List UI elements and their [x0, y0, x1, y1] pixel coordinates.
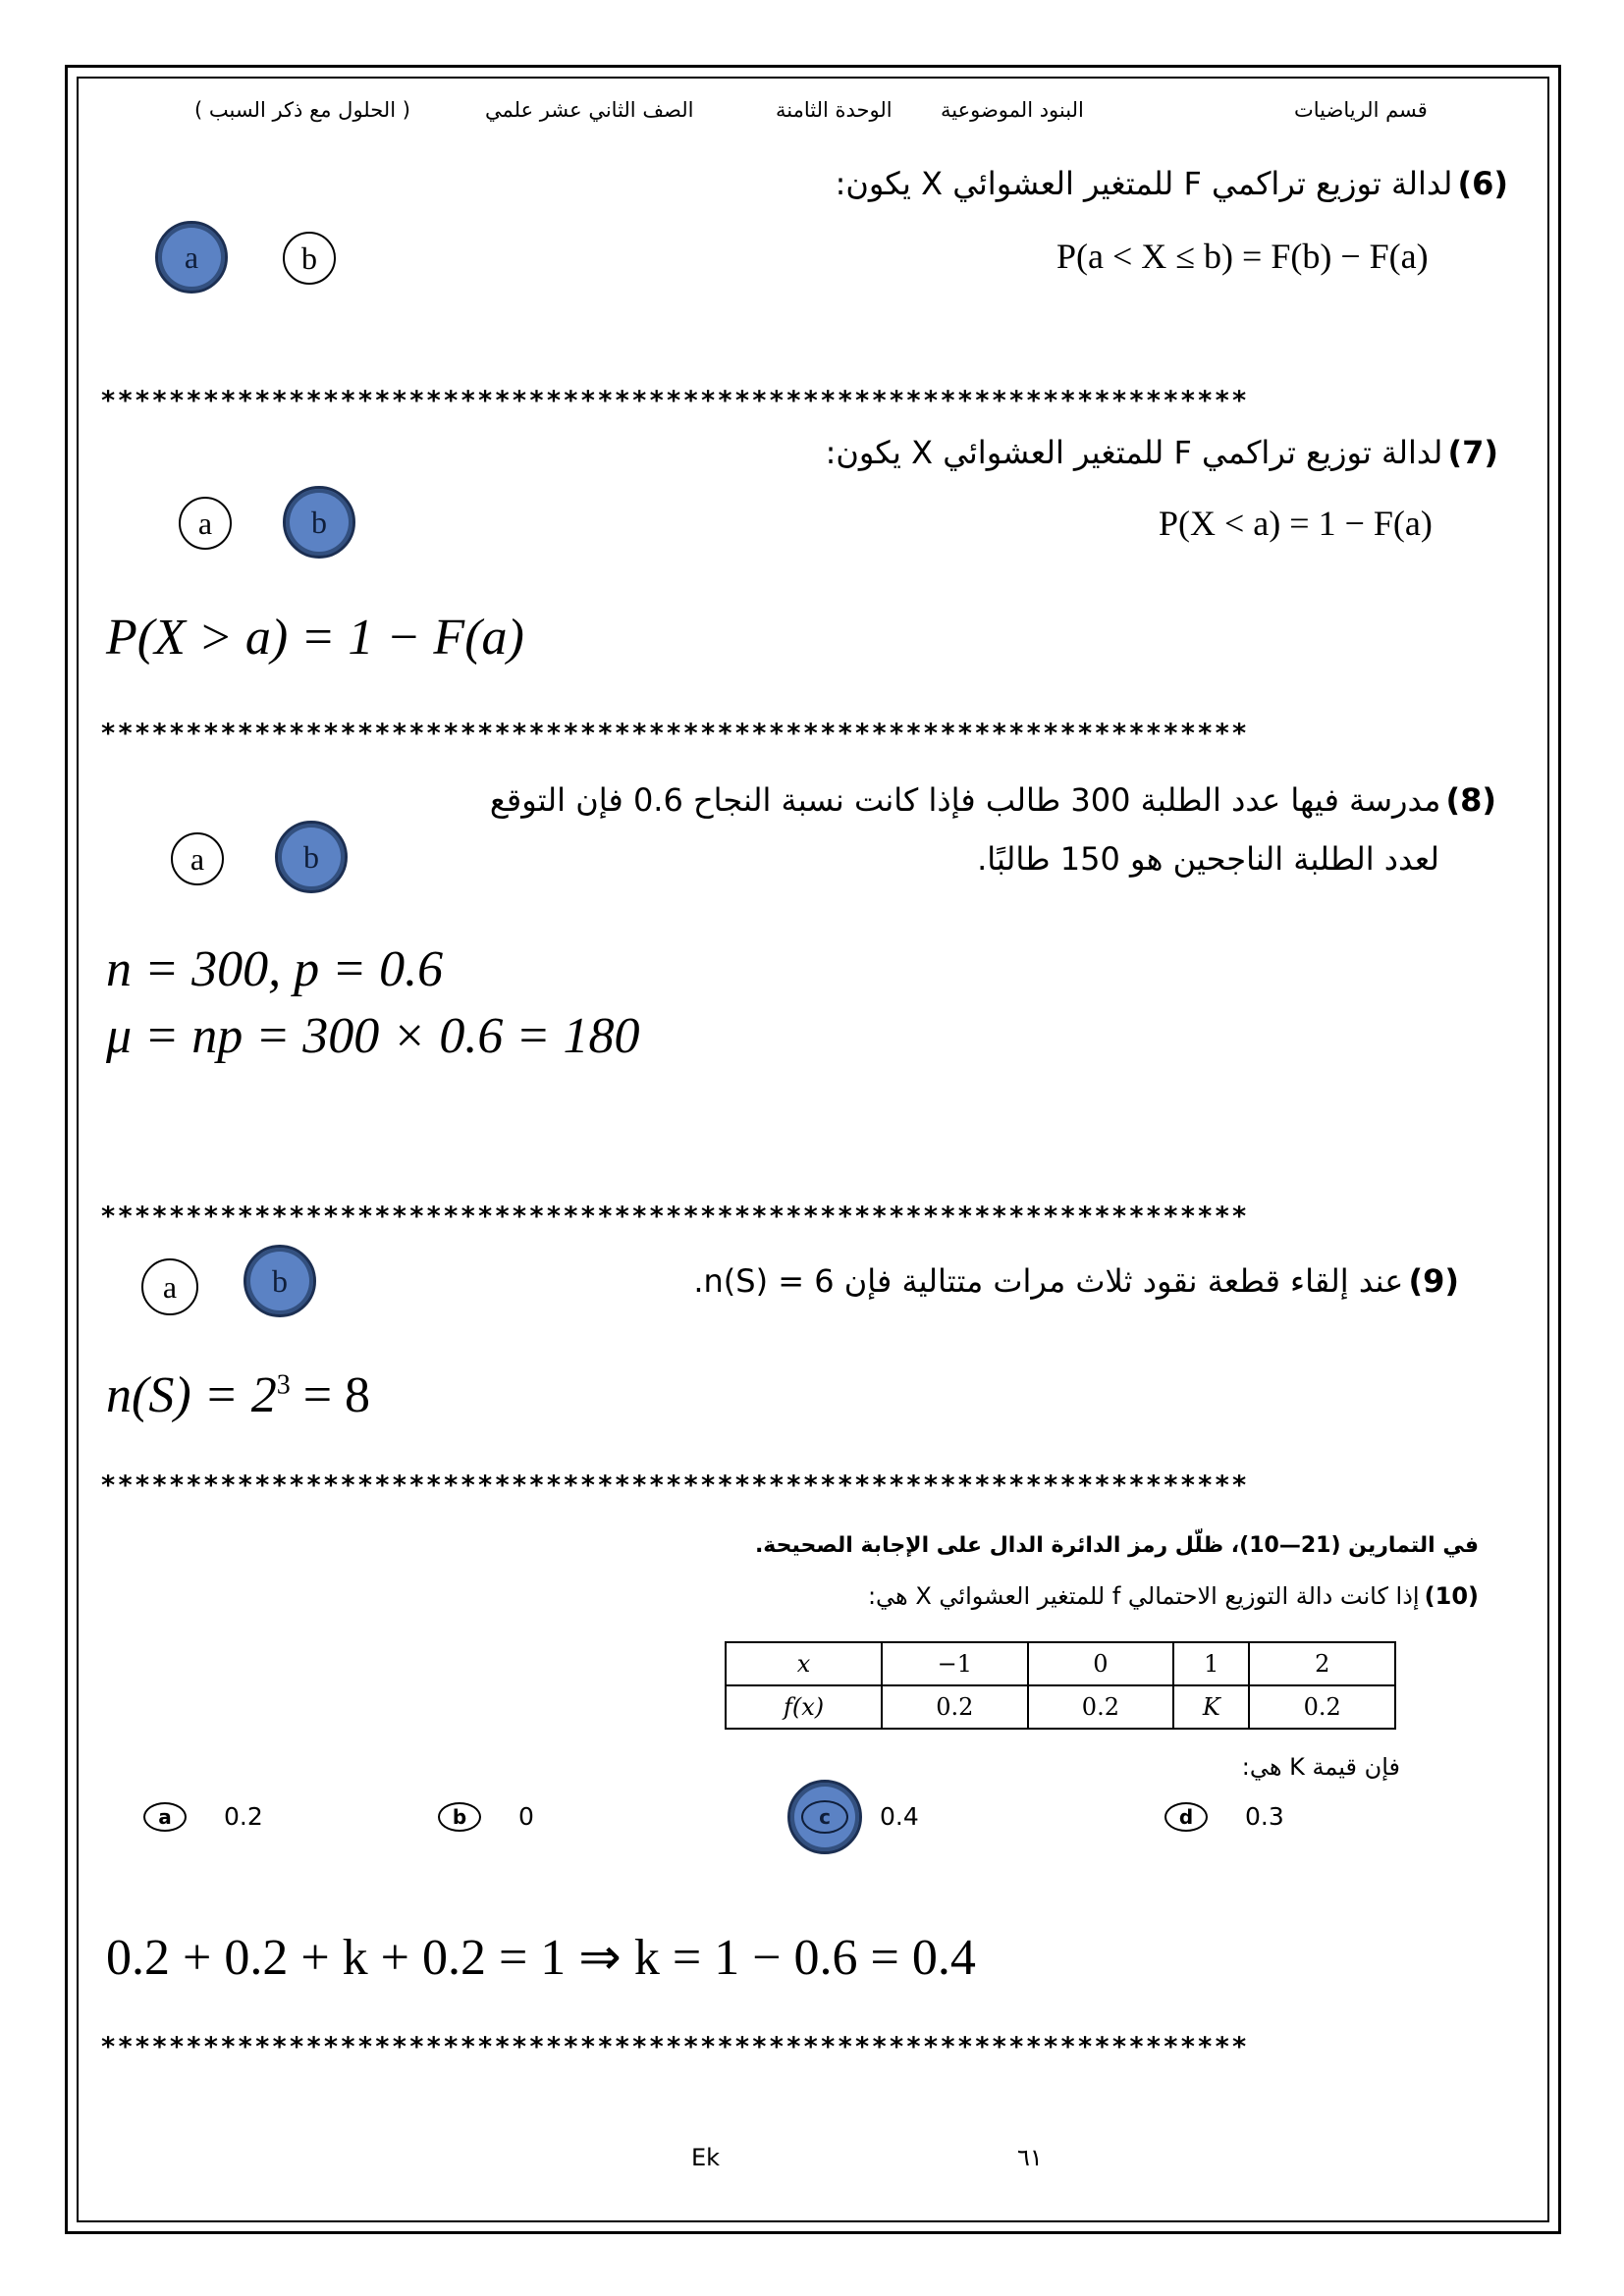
q8-option-a[interactable]: a [171, 832, 224, 885]
q6-option-a[interactable]: a [155, 221, 228, 294]
table-cell: 1 [1173, 1642, 1249, 1685]
header-items-type: البنود الموضوعية [941, 98, 1084, 122]
q9-question [693, 1262, 1459, 1300]
q7-question [826, 434, 1498, 471]
separator: ******************************************************************* [100, 1201, 1249, 1232]
q8-question [490, 781, 1496, 819]
table-cell: 2 [1249, 1642, 1395, 1685]
table-row [726, 1642, 1395, 1685]
footer-author: Ek [691, 2144, 721, 2171]
q7-text: لدالة توزيع تراكمي F للمتغير العشوائي X يكون: [825, 434, 1443, 471]
q8-number: (8) [1445, 781, 1496, 819]
q9-text: عند إلقاء قطعة نقود ثلاث مرات متتالية فإن 6 = n(S). [693, 1262, 1404, 1300]
q10-number: (10) [1424, 1582, 1479, 1610]
q7-formula: P(X < a) = 1 − F(a) [1159, 504, 1433, 543]
table-cell: 0 [1028, 1642, 1174, 1685]
table-cell: K [1173, 1685, 1249, 1729]
table-cell: 0.2 [1249, 1685, 1395, 1729]
q9-option-b[interactable]: b [244, 1245, 316, 1317]
q8-option-b[interactable]: b [275, 821, 348, 893]
header-grade: الصف الثاني عشر علمي [485, 98, 694, 122]
footer-page-number: ٦١ [1017, 2144, 1043, 2171]
q8-work-line1: n = 300, p = 0.6 [106, 941, 444, 997]
table-cell: 0.2 [1028, 1685, 1174, 1729]
q7-number: (7) [1447, 434, 1498, 471]
q10-work: 0.2 + 0.2 + k + 0.2 = 1 ⇒ k = 1 − 0.6 = 0.4 [106, 1930, 976, 1986]
q7-option-b[interactable]: b [283, 486, 355, 559]
q10-option-b-value: 0 [518, 1802, 534, 1831]
q6-question [836, 165, 1508, 202]
q8-text-line2: لعدد الطلبة الناجحين هو 150 طالبًا. [977, 840, 1439, 878]
q10-option-d-value: 0.3 [1245, 1802, 1284, 1831]
table-row [726, 1685, 1395, 1729]
q9-option-a[interactable]: a [141, 1258, 198, 1315]
q8-work-line2: μ = np = 300 × 0.6 = 180 [106, 1008, 640, 1064]
q6-text: لدالة توزيع تراكمي F للمتغير العشوائي X يكون: [835, 165, 1453, 202]
q6-formula: P(a < X ≤ b) = F(b) − F(a) [1056, 237, 1429, 276]
table-cell: x [726, 1642, 882, 1685]
table-cell: 0.2 [882, 1685, 1028, 1729]
header-unit: الوحدة الثامنة [776, 98, 893, 122]
q10-text: إذا كانت دالة التوزيع الاحتمالي f للمتغير العشوائي X هي: [867, 1582, 1420, 1610]
table-cell: −1 [882, 1642, 1028, 1685]
table-cell: f(x) [726, 1685, 882, 1729]
q8-text-line1: مدرسة فيها عدد الطلبة 300 طالب فإذا كانت نسبة النجاح 0.6 فإن التوقع [489, 781, 1441, 819]
distribution-table [725, 1641, 1396, 1730]
instructions: في التمارين (21—10)، ظلّل رمز الدائرة الدال على الإجابة الصحيحة. [754, 1533, 1479, 1558]
separator: ******************************************************************* [100, 719, 1249, 749]
q10-option-c-value: 0.4 [880, 1802, 919, 1831]
q10-question [868, 1582, 1479, 1610]
separator: ******************************************************************* [100, 2032, 1249, 2062]
q7-work: P(X > a) = 1 − F(a) [106, 610, 524, 666]
header-department: قسم الرياضيات [1294, 98, 1428, 122]
q10-option-c[interactable]: c [787, 1780, 862, 1854]
q10-option-d[interactable]: d [1164, 1802, 1208, 1832]
q6-option-b[interactable]: b [283, 232, 336, 285]
q9-number: (9) [1408, 1262, 1459, 1300]
q10-option-b[interactable]: b [438, 1802, 481, 1832]
q6-number: (6) [1457, 165, 1508, 202]
q9-work: $n(S) = 2^3 = 8$ [106, 1367, 371, 1423]
header-note: ( الحلول مع ذكر السبب ) [194, 98, 410, 122]
q10-option-a-value: 0.2 [224, 1802, 263, 1831]
separator: ******************************************************************* [100, 1470, 1249, 1501]
separator: ******************************************************************* [100, 386, 1249, 416]
q10-sub-question: فإن قيمة K هي: [1241, 1753, 1400, 1781]
q10-option-a[interactable]: a [143, 1802, 187, 1832]
q7-option-a[interactable]: a [179, 497, 232, 550]
